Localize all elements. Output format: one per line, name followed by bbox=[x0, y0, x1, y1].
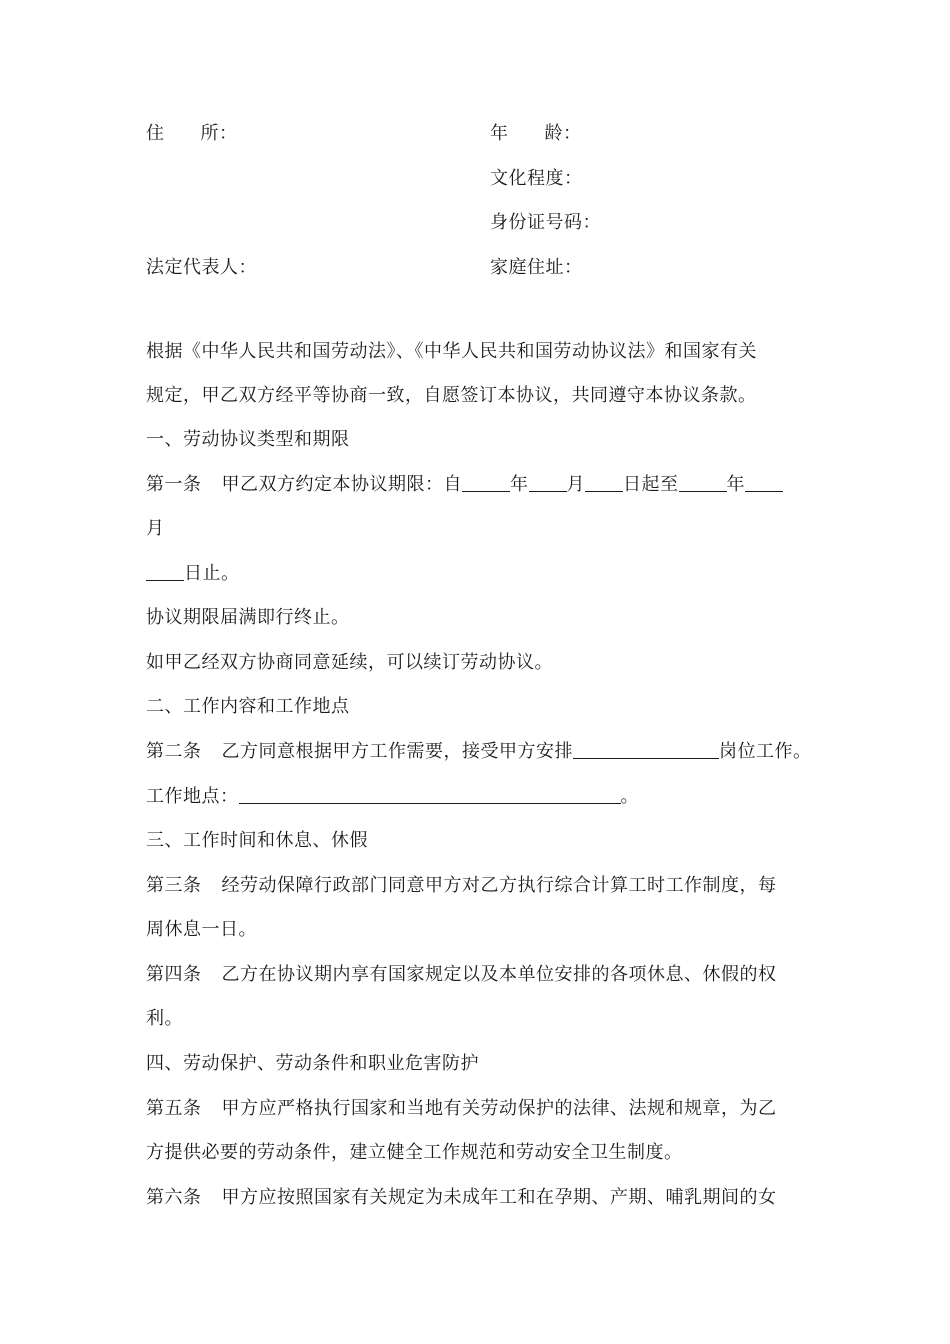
renewal-text: 如甲乙经双方协商同意延续，可以续订劳动协议。 bbox=[146, 652, 553, 673]
id-number-label: 身份证号码： bbox=[490, 212, 601, 233]
article-3-line-2: 周休息一日。 bbox=[146, 919, 257, 940]
section-heading-3: 三、工作时间和休息、休假 bbox=[146, 830, 368, 851]
section-heading-2: 二、工作内容和工作地点 bbox=[146, 696, 350, 717]
article-2-label: 第二条 bbox=[146, 741, 202, 762]
blank-start-month bbox=[529, 471, 567, 492]
section-heading-4: 四、劳动保护、劳动条件和职业危害防护 bbox=[146, 1053, 479, 1074]
workplace-line: 工作地点： 。 bbox=[146, 782, 639, 812]
article-5-line-1: 第五条 甲方应严格执行国家和当地有关劳动保护的法律、法规和规章，为乙 bbox=[146, 1098, 777, 1119]
article-1-label: 第一条 bbox=[146, 474, 202, 495]
blank-end-month bbox=[745, 471, 783, 492]
article-4-line-1: 第四条 乙方在协议期内享有国家规定以及本单位安排的各项休息、休假的权 bbox=[146, 964, 777, 985]
article-5-label: 第五条 bbox=[146, 1098, 202, 1119]
section-heading-1: 一、劳动协议类型和期限 bbox=[146, 429, 350, 450]
blank-end-year bbox=[679, 471, 727, 492]
age-label: 年 龄： bbox=[490, 123, 582, 144]
home-address-label: 家庭住址： bbox=[490, 257, 583, 278]
blank-workplace bbox=[239, 783, 621, 804]
article-4-label: 第四条 bbox=[146, 964, 202, 985]
article-1: 第一条 甲乙双方约定本协议期限：自 年 月 日起至 年 bbox=[146, 470, 783, 500]
article-6-line-1: 第六条 甲方应按照国家有关规定为未成年工和在孕期、产期、哺乳期间的女 bbox=[146, 1187, 777, 1208]
article-4-line-2: 利。 bbox=[146, 1008, 183, 1029]
blank-end-day bbox=[146, 560, 184, 581]
article-3-line-1: 第三条 经劳动保障行政部门同意甲方对乙方执行综合计算工时工作制度，每 bbox=[146, 875, 777, 896]
article-3-label: 第三条 bbox=[146, 875, 202, 896]
article-5-line-2: 方提供必要的劳动条件，建立健全工作规范和劳动安全卫生制度。 bbox=[146, 1142, 683, 1163]
blank-position bbox=[573, 738, 719, 759]
legal-representative-label: 法定代表人： bbox=[146, 257, 257, 278]
term-end-text: 协议期限届满即行终止。 bbox=[146, 607, 350, 628]
residence-label: 住 所： bbox=[146, 123, 238, 144]
intro-line-2: 规定，甲乙双方经平等协商一致，自愿签订本协议，共同遵守本协议条款。 bbox=[146, 385, 757, 406]
education-label: 文化程度： bbox=[490, 168, 583, 189]
article-1-month: 月 bbox=[146, 518, 165, 539]
blank-start-year bbox=[462, 471, 510, 492]
article-1-end: 日止。 bbox=[146, 559, 240, 589]
blank-start-day bbox=[585, 471, 623, 492]
article-2: 第二条 乙方同意根据甲方工作需要，接受甲方安排 岗位工作。 bbox=[146, 737, 812, 767]
intro-line-1: 根据《中华人民共和国劳动法》、《中华人民共和国劳动协议法》和国家有关 bbox=[146, 341, 757, 362]
article-6-label: 第六条 bbox=[146, 1187, 202, 1208]
